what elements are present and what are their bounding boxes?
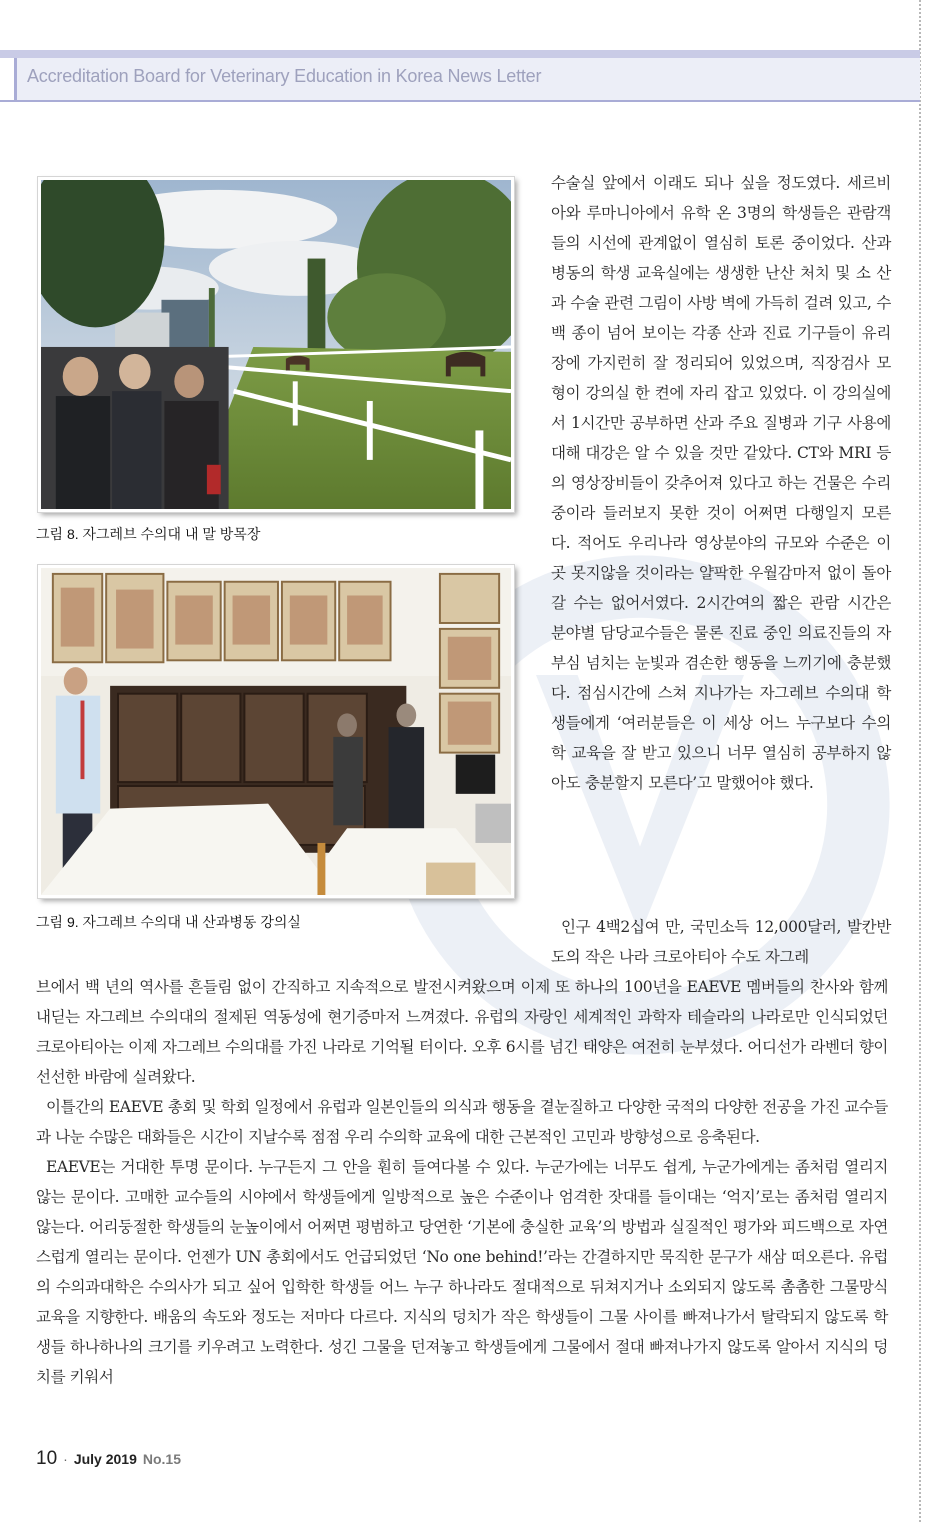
issue-date: July 2019 [73, 1451, 137, 1467]
article-full-width-body [36, 972, 888, 1392]
page-edge-dotted-rule [919, 0, 921, 1522]
article-right-column [551, 168, 891, 798]
figure-8-caption: 그림 8. 자그레브 수의대 내 말 방목장 [36, 526, 261, 542]
figure-8-photo [38, 177, 514, 512]
page-footer [36, 1448, 181, 1470]
article-paragraph-lead [551, 912, 891, 972]
figure-9-photo [38, 565, 514, 898]
page-number: 10 [36, 1448, 58, 1469]
issue-number: No.15 [142, 1451, 181, 1467]
article-paragraph-lead-text: 인구 4백2십여 만, 국민소득 12,000달러, 발칸반도의 작은 나라 크로아티아 수도 자그레 [551, 918, 891, 966]
article-paragraph: 이틀간의 EAEVE 총회 및 학회 일정에서 유럽과 일본인들의 의식과 행동을 곁눈질하고 다양한 국적의 다양한 전공을 가진 교수들과 나눈 수많은 대화들은 시간이 지날수록 점점 우리 수의학 교육에 대한 근본적인 고민과 방향성으로 응축된다. [36, 1098, 888, 1146]
article-paragraph: 수술실 앞에서 이래도 되나 싶을 정도였다. 세르비아와 루마니아에서 유학 온 3명의 학생들은 관람객들의 시선에 관계없이 열심히 토론 중이었다. 산과 병동의 학생 교육실에는 생생한 난산 처치 및 소 산과 수술 관련 그림이 사방 벽에 가득히 걸려 있고, 수백 종이 넘어 보이는 각종 산과 진료 기구들이 유리장에 가지런히 잘 정리되어 있었으며, 직장검사 모형이 강의실 한 켠에 자리 잡고 있었다. 이 강의실에서 1시간만 공부하면 산과 주요 질병과 기구 사용에 대해 대강은 알 수 있을 것만 같았다. CT와 MRI 등의 영상장비들이 갖추어져 있다고 하는 건물은 수리 중이라 들러보지 못한 것이 어쩌면 다행일지 모른다. 적어도 우리나라 영상분야의 규모와 수준은 이곳 못지않을 것이라는 얄팍한 우월감마저 없이 돌아갈 수는 없어서였다. 2시간여의 짧은 관람 시간은 분야별 담당교수들은 물론 진료 중인 의료진들의 자부심 넘치는 눈빛과 겸손한 행동을 느끼기에 충분했다. 점심시간에 스쳐 지나가는 자그레브 수의대 학생들에게 ‘여러분들은 이 세상 어느 누구보다 수의학 교육을 잘 받고 있으니 너무 열심히 공부하지 않아도 충분할지 모른다’고 말했어야 했다. [551, 174, 891, 792]
header-underline [0, 100, 920, 102]
article-paragraph: EAEVE는 거대한 투명 문이다. 누구든지 그 안을 훤히 들여다볼 수 있다. 누군가에는 너무도 쉽게, 누군가에게는 좀처럼 열리지 않는 문이다. 고매한 교수들의 시야에서 학생들에게 일방적으로 높은 수준이나 엄격한 잣대를 들이대는 ‘억지’로는 좀처럼 열리지 않는다. 어리둥절한 학생들의 눈높이에서 어쩌면 평범하고 당연한 ‘기본에 충실한 교육’의 방법과 실질적인 평가와 피드백으로 자연스럽게 열리는 문이다. 언젠가 UN 총회에서도 언급되었던 ‘No one behind!’라는 간결하지만 묵직한 문구가 새삼 떠오른다. 유럽의 수의과대학은 수의사가 되고 싶어 입학한 학생들 어느 누구 하나라도 절대적으로 뒤쳐지거나 소외되지 않도록 촘촘한 그물망식 교육을 지향한다. 배움의 속도와 정도는 저마다 다르다. 지식의 덩치가 작은 학생들이 그물 사이를 빠져나가서 탈락되지 않도록 학생들 하나하나의 크기를 키우려고 노력한다. 성긴 그물을 던져놓고 학생들에게 그물에서 절대 빠져나가지 않도록 알아서 지식의 덩치를 키워서 [36, 1158, 888, 1386]
newsletter-header [14, 58, 920, 100]
article-paragraph: 브에서 백 년의 역사를 흔들림 없이 간직하고 지속적으로 발전시켜왔으며 이제 또 하나의 100년을 EAEVE 멤버들의 찬사와 함께 내딛는 자그레브 수의대의 절제된 역동성에 현기증마저 느껴졌다. 유럽의 자랑인 세계적인 과학자 테슬라의 나라로만 인식되었던 크로아티아는 이제 자그레브 수의대를 가진 나라로 기억될 터이다. 오후 6시를 넘긴 태양은 여전히 눈부셨다. 어디선가 라벤더 향이 선선한 바람에 실려왔다. [36, 978, 888, 1086]
footer-separator: · [63, 1451, 68, 1467]
figure-9-caption: 그림 9. 자그레브 수의대 내 산과병동 강의실 [36, 914, 301, 930]
header-top-band [0, 50, 920, 58]
header-title: Accreditation Board for Veterinary Education in Korea News Letter [27, 66, 542, 86]
